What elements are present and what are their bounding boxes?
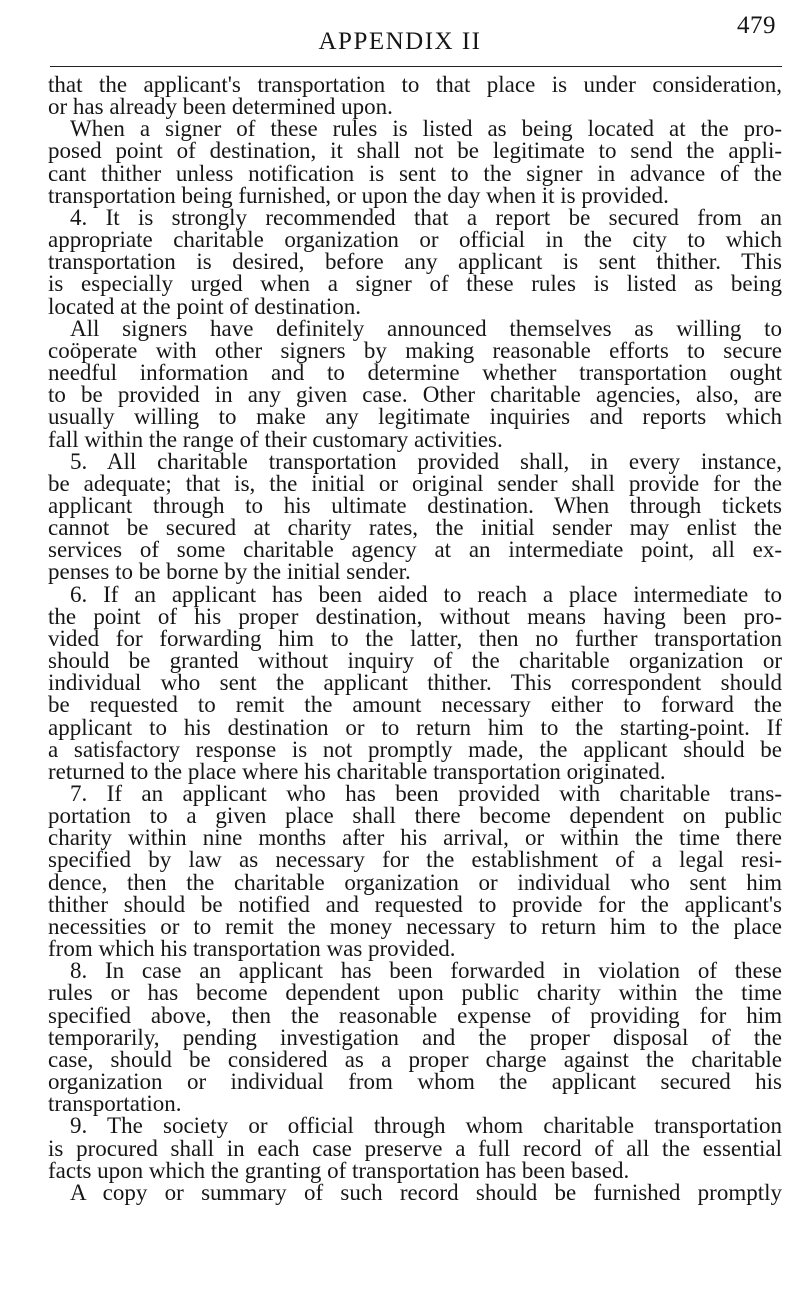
text-line: dence, then the charitable organization or individual who sent him <box>48 869 782 895</box>
text-line: returned to the place where his charitable transportation originated. <box>48 758 666 784</box>
text-line: be requested to remit the amount necessary either to forward the <box>48 692 782 718</box>
text-line: 9. The society or official through whom charitable transportation <box>70 1113 782 1139</box>
text-line: services of some charitable agency at an intermediate point, all ex- <box>48 537 782 563</box>
header-rule <box>50 66 782 67</box>
text-line: located at the point of destination. <box>48 293 361 319</box>
text-line: should be granted without inquiry of the charitable organization or <box>48 648 782 674</box>
text-line: All signers have definitely announced themselves as willing to <box>70 315 782 341</box>
text-line: 7. If an applicant who has been provided with charitable trans- <box>70 781 782 806</box>
text-line: transportation is desired, before any applicant is sent thither. This <box>48 249 782 275</box>
text-line: 8. In case an applicant has been forwarded in violation of these <box>70 958 782 984</box>
text-line: transportation. <box>48 1091 182 1117</box>
text-line: 5. All charitable transportation provided shall, in every instance, <box>70 448 782 474</box>
body-text <box>48 74 782 1204</box>
text-line: applicant to his destination or to return him to the starting-point. If <box>48 714 782 740</box>
text-line: facts upon which the granting of transportation has been based. <box>48 1157 630 1183</box>
text-line: organization or individual from whom the applicant secured his <box>48 1069 782 1095</box>
text-line: necessities or to remit the money necessary to return him to the place <box>48 913 782 939</box>
text-line: specified by law as necessary for the establishment of a legal resi- <box>48 847 782 873</box>
text-line: applicant through to his ultimate destination. When through tickets <box>48 492 782 518</box>
text-line: cannot be secured at charity rates, the initial sender may enlist the <box>48 515 782 541</box>
text-line: be adequate; that is, the initial or original sender shall provide for the <box>48 470 782 496</box>
text-line: that the applicant's transportation to that place is under consideration, <box>48 72 782 97</box>
text-line: from which his transportation was provided. <box>48 936 456 962</box>
page-number: 479 <box>737 12 776 39</box>
text-line: When a signer of these rules is listed as being located at the pro- <box>70 116 782 142</box>
text-line: posed point of destination, it shall not be legitimate to send the appli- <box>48 138 782 164</box>
text-line: charity within nine months after his arrival, or within the time there <box>48 825 782 851</box>
text-line: case, should be considered as a proper charge against the charitable <box>48 1046 782 1072</box>
text-line: is especially urged when a signer of these rules is listed as being <box>48 271 782 297</box>
text-line: transportation being furnished, or upon the day when it is provided. <box>48 182 669 208</box>
text-line: 6. If an applicant has been aided to reach a place intermediate to <box>70 581 782 607</box>
text-line: fall within the range of their customary activities. <box>48 426 503 452</box>
text-line: appropriate charitable organization or official in the city to which <box>48 227 782 253</box>
text-line: needful information and to determine whether transportation ought <box>48 360 782 386</box>
text-line: usually willing to make any legitimate inquiries and reports which <box>48 404 782 430</box>
text-line: is procured shall in each case preserve a full record of all the essential <box>48 1135 782 1161</box>
text-line: vided for forwarding him to the latter, then no further transportation <box>48 625 782 651</box>
text-line: temporarily, pending investigation and the proper disposal of the <box>48 1024 782 1050</box>
text-line: the point of his proper destination, without means having been pro- <box>48 603 782 629</box>
text-line: a satisfactory response is not promptly made, the applicant should be <box>48 736 782 762</box>
text-line: A copy or summary of such record should be furnished promptly <box>70 1179 782 1205</box>
text-line: cant thither unless notification is sent to the signer in advance of the <box>48 160 782 186</box>
text-line: portation to a given place shall there become dependent on public <box>48 803 782 829</box>
text-line: 4. It is strongly recommended that a report be secured from an <box>70 204 782 230</box>
text-line: to be provided in any given case. Other charitable agencies, also, are <box>48 382 782 408</box>
text-line: individual who sent the applicant thither. This correspondent should <box>48 670 782 696</box>
running-head: APPENDIX II <box>318 28 482 55</box>
text-line: thither should be notified and requested to provide for the applicant's <box>48 891 782 917</box>
text-line: rules or has become dependent upon public charity within the time <box>48 980 782 1006</box>
text-line: specified above, then the reasonable expense of providing for him <box>48 1002 782 1028</box>
text-line: coöperate with other signers by making reasonable efforts to secure <box>48 337 782 363</box>
text-line: penses to be borne by the initial sender. <box>48 559 411 585</box>
text-line: or has already been determined upon. <box>48 94 393 120</box>
